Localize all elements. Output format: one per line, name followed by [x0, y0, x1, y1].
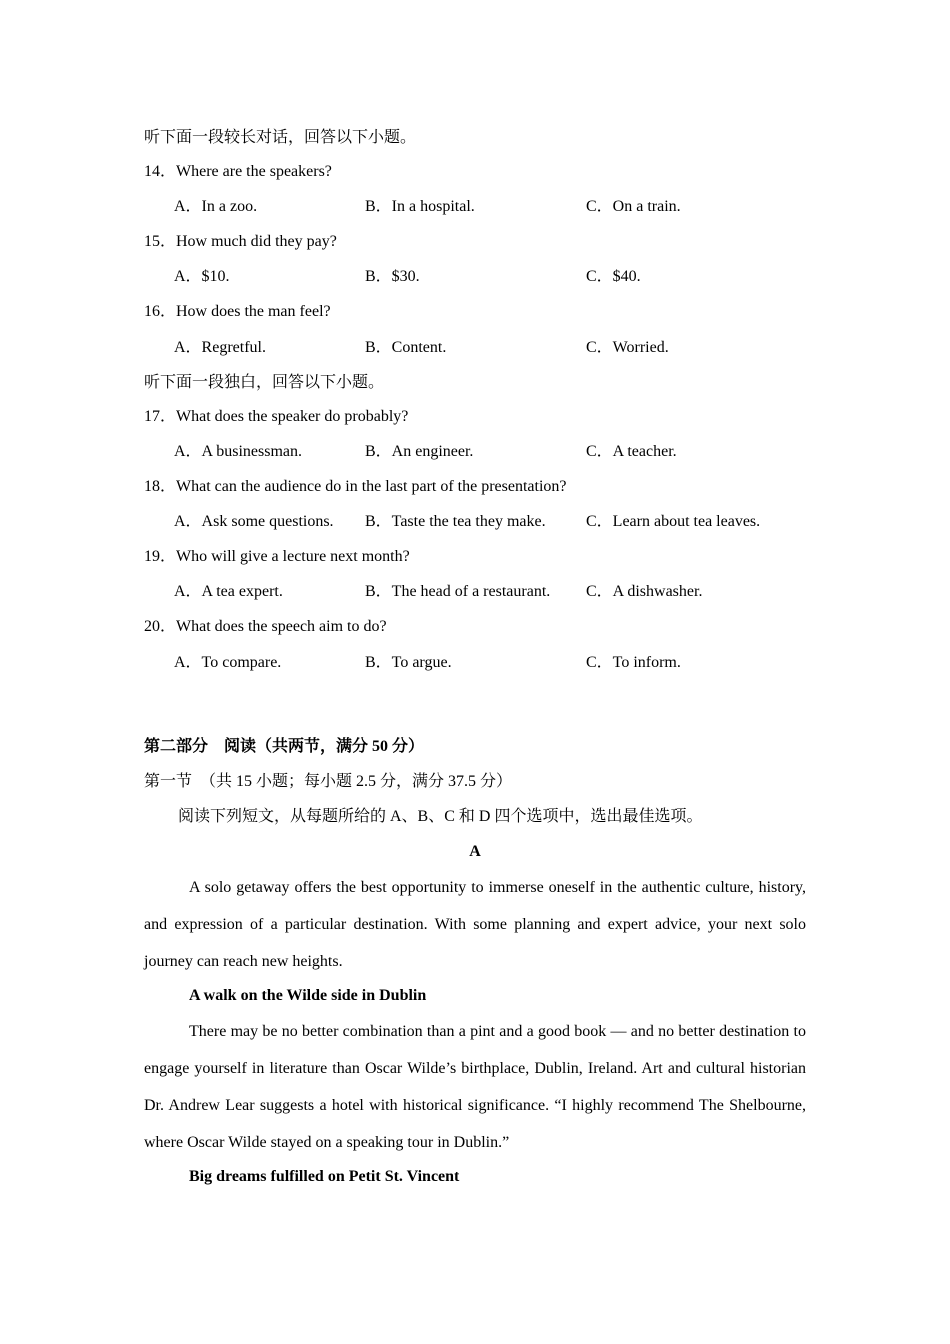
option-18-c: C．Learn about tea leaves. — [586, 513, 761, 530]
option-19-b: B．The head of a restaurant. — [365, 583, 551, 600]
question-15: 15．How much did they pay? — [144, 233, 337, 250]
option-14-b: B．In a hospital. — [365, 198, 475, 215]
option-14-a: A．In a zoo. — [174, 198, 258, 215]
passage-label: A — [469, 843, 481, 860]
question-17: 17．What does the speaker do probably? — [144, 408, 409, 425]
option-14-c: C．On a train. — [586, 198, 681, 215]
option-19-c: C．A dishwasher. — [586, 583, 703, 600]
passage-heading-dublin: A walk on the Wilde side in Dublin — [189, 987, 427, 1004]
option-16-a: A．Regretful. — [174, 339, 266, 356]
option-16-c: C．Worried. — [586, 339, 669, 356]
reading-instruction: 阅读下列短文，从每题所给的 A、B、C 和 D 四个选项中，选出最佳选项。 — [178, 808, 703, 825]
question-19: 19．Who will give a lecture next month? — [144, 548, 410, 565]
dialogue-intro: 听下面一段较长对话，回答以下小题。 — [144, 129, 417, 146]
option-20-a: A．To compare. — [174, 654, 282, 671]
passage-paragraph-2: There may be no better combination than a pint and a good book — and no better destination to engage yourself in literature than Oscar Wilde’s birthplace, Dublin, Ireland. Art and cultural historian Dr. Andrew Lear suggests a hotel with historical significance. “I highly recommend The Shelbourne, where Oscar Wilde stayed on a speaking tour in Dublin.” — [144, 1023, 806, 1151]
question-14: 14．Where are the speakers? — [144, 163, 332, 180]
option-20-b: B．To argue. — [365, 654, 452, 671]
part-two-title: 第二部分 阅读（共两节，满分 50 分） — [144, 738, 425, 755]
option-18-a: A．Ask some questions. — [174, 513, 334, 530]
question-16: 16．How does the man feel? — [144, 303, 331, 320]
section-one-title: 第一节 （共 15 小题；每小题 2.5 分，满分 37.5 分） — [144, 773, 513, 790]
option-20-c: C．To inform. — [586, 654, 681, 671]
option-19-a: A．A tea expert. — [174, 583, 283, 600]
question-20: 20．What does the speech aim to do? — [144, 618, 387, 635]
option-17-b: B．An engineer. — [365, 443, 474, 460]
option-18-b: B．Taste the tea they make. — [365, 513, 546, 530]
option-17-a: A．A businessman. — [174, 443, 303, 460]
option-15-b: B．$30. — [365, 268, 420, 285]
option-15-c: C．$40. — [586, 268, 641, 285]
option-17-c: C．A teacher. — [586, 443, 677, 460]
monologue-intro: 听下面一段独白，回答以下小题。 — [144, 374, 385, 391]
passage-paragraph-1: A solo getaway offers the best opportunity to immerse oneself in the authentic culture, history, and expression of a particular destination. With some planning and expert advice, your next solo journey can reach new heights. — [144, 879, 806, 970]
question-18: 18．What can the audience do in the last part of the presentation? — [144, 478, 567, 495]
option-15-a: A．$10. — [174, 268, 230, 285]
option-16-b: B．Content. — [365, 339, 447, 356]
passage-heading-petit-st-vincent: Big dreams fulfilled on Petit St. Vincent — [189, 1168, 460, 1185]
